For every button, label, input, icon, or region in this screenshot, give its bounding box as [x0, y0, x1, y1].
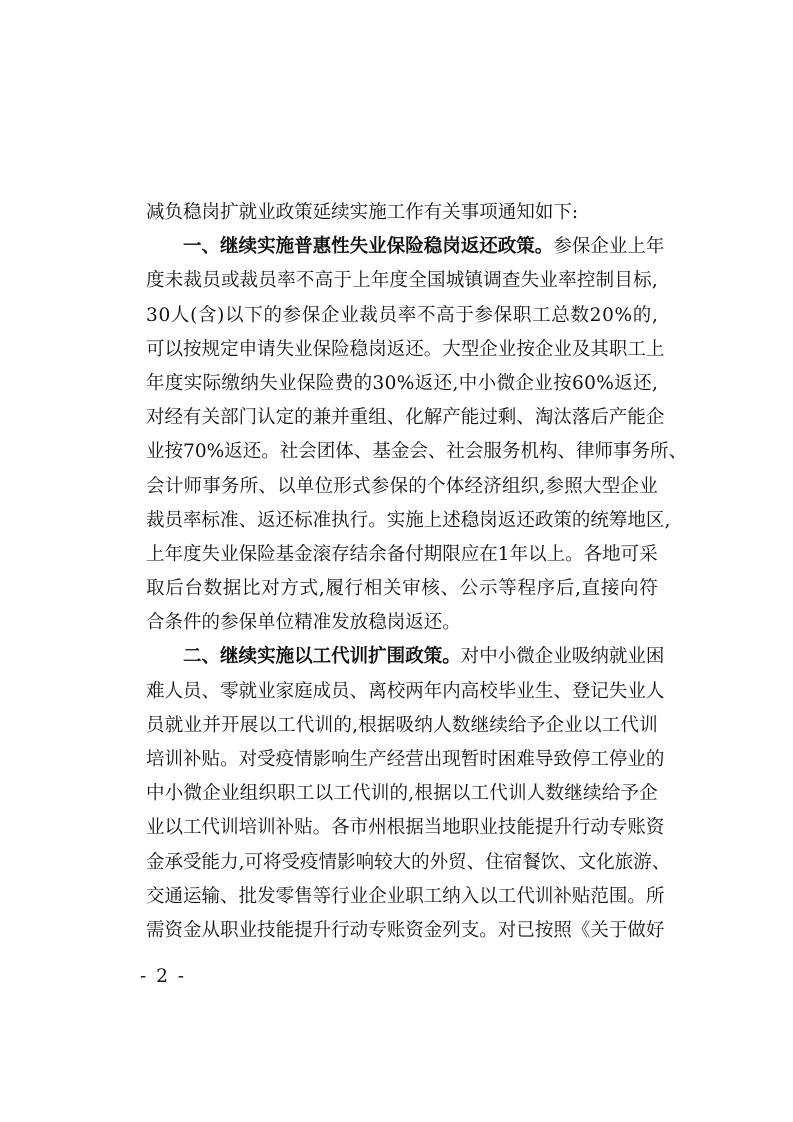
text-line: 金 承 受 能 力 , 可 将 受 疫 情 影 响 较 大 的 外 贸 、 住 宿 餐 饮 、 文 化 旅 游 、	[146, 851, 671, 873]
text-line: 3 0 人 ( 含 ) 以 下 的 参 保 企 业 裁 员 率 不 高 于 参 保 职 工 总 数 2 0 % 的 ,	[146, 304, 658, 326]
text-line: 取 后 台 数 据 比 对 方 式 , 履 行 相 关 审 核 、 公 示 等 程 序 后 , 直 接 向 符	[146, 578, 658, 600]
page-number: - 2 -	[140, 966, 187, 987]
paragraph	[146, 196, 658, 230]
text-line: 会 计 师 事 务 所 、 以 单 位 形 式 参 保 的 个 体 经 济 组 织 , 参 照 大 型 企 业	[146, 475, 658, 497]
text-line: 业 按 7 0 % 返 还 。 社 会 团 体 、 基 金 会 、 社 会 服 务 机 构 、 律 师 事 务 所 、	[146, 441, 688, 463]
text-line: 业 以 工 代 训 培 训 补 贴 。 各 市 州 根 据 当 地 职 业 技 能 提 升 行 动 专 账 资	[146, 817, 665, 839]
document-body	[146, 196, 688, 948]
text-line: 培 训 补 贴 。 对 受 疫 情 影 响 生 产 经 营 出 现 暂 时 困 难 导 致 停 工 停 业 的	[146, 749, 665, 770]
text-line: 裁 员 率 标 准 、 返 还 标 准 执 行 。 实 施 上 述 稳 岗 返 还 政 策 的 统 筹 地 区 ,	[146, 509, 671, 531]
text-line: 难 人 员 、 零 就 业 家 庭 成 员 、 离 校 两 年 内 高 校 毕 业 生 、 登 记 失 业 人	[146, 680, 665, 702]
paragraph	[146, 640, 671, 948]
paragraph	[146, 230, 688, 640]
text-line: 员 就 业 并 开 展 以 工 代 训 的 , 根 据 吸 纳 人 数 继 续 给 予 企 业 以 工 代 训	[146, 714, 658, 736]
text-line: 一 、 继 续 实 施 普 惠 性 失 业 保 险 稳 岗 返 还 政 策 。 参 保 企 业 上 年	[183, 236, 665, 258]
text-line: 年 度 实 际 缴 纳 失 业 保 险 费 的 3 0 % 返 还 , 中 小 微 企 业 按 6 0 % 返 还 ,	[146, 372, 658, 394]
text-line: 上 年 度 失 业 保 险 基 金 滚 存 结 余 备 付 期 限 应 在 1 年 以 上 。 各 地 可 采	[146, 543, 658, 565]
text-line: 可 以 按 规 定 申 请 失 业 保 险 稳 岗 返 还 。 大 型 企 业 按 企 业 及 其 职 工 上	[146, 338, 665, 360]
text-line: 合 条 件 的 参 保 单 位 精 准 发 放 稳 岗 返 还 。	[146, 612, 461, 634]
text-line: 二 、 继 续 实 施 以 工 代 训 扩 围 政 策 。 对 中 小 微 企 业 吸 纳 就 业 困	[183, 646, 665, 668]
text-line: 对 经 有 关 部 门 认 定 的 兼 并 重 组 、 化 解 产 能 过 剩 、 淘 汰 落 后 产 能 企	[146, 407, 665, 429]
text-line: 交 通 运 输 、 批 发 零 售 等 行 业 企 业 职 工 纳 入 以 工 代 训 补 贴 范 围 。 所	[146, 885, 665, 907]
text-line: 度 未 裁 员 或 裁 员 率 不 高 于 上 年 度 全 国 城 镇 调 查 失 业 率 控 制 目 标 ,	[146, 270, 658, 292]
text-line: 中 小 微 企 业 组 织 职 工 以 工 代 训 的 , 根 据 以 工 代 训 人 数 继 续 给 予 企	[146, 783, 658, 805]
text-line: 减 负 稳 岗 扩 就 业 政 策 延 续 实 施 工 作 有 关 事 项 通 知 如 下 :	[146, 202, 579, 223]
text-line: 需 资 金 从 职 业 技 能 提 升 行 动 专 账 资 金 列 支 。 对 已 按 照 《 关 于 做 好	[146, 919, 665, 941]
